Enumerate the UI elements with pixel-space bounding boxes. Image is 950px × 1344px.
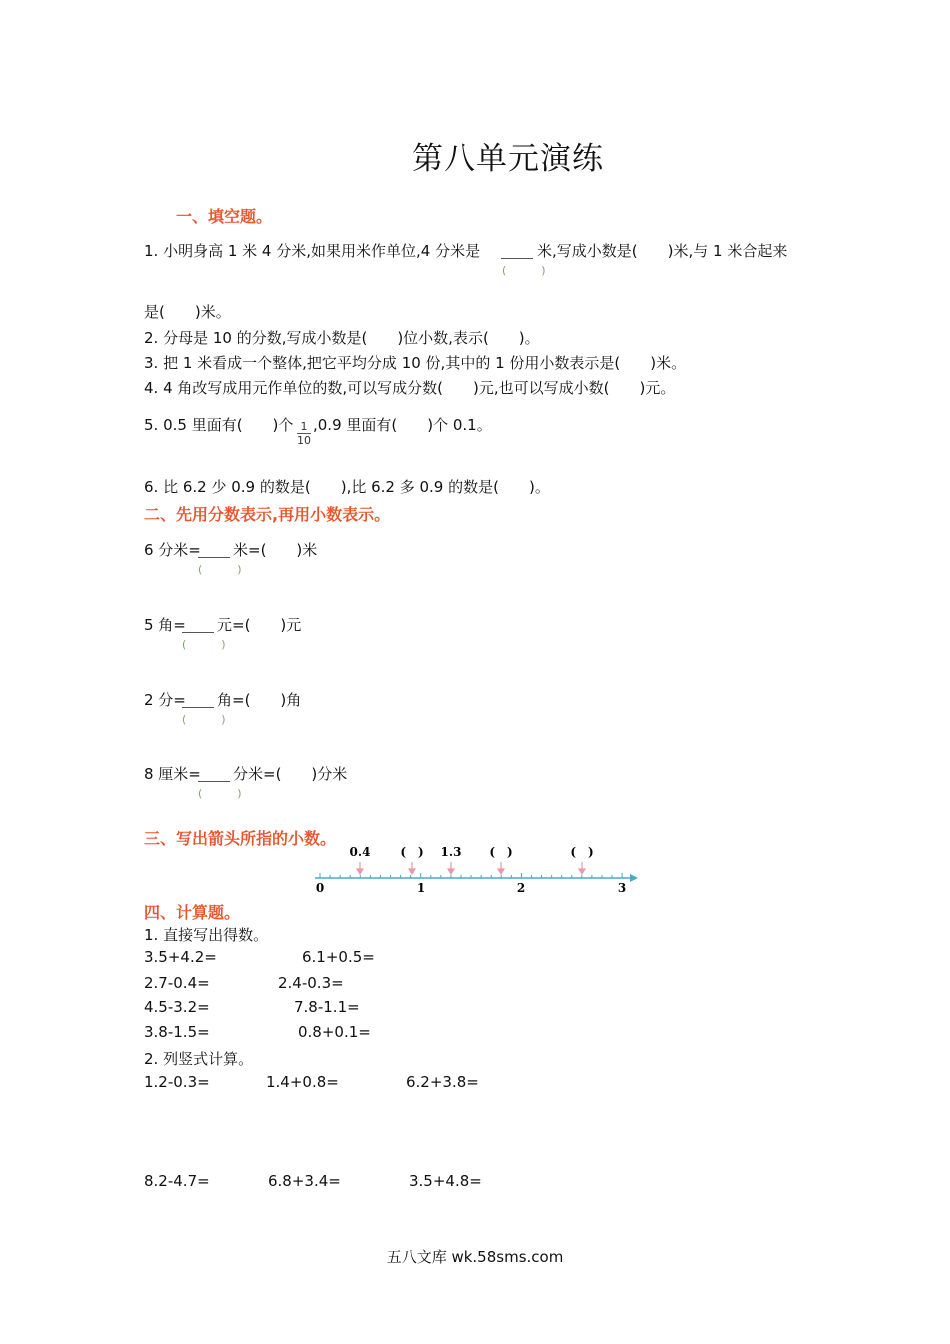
fraction-blank-denominator: ( ) <box>182 713 238 726</box>
page-title: 第八单元演练 <box>412 141 604 177</box>
vertical-problem: 6.8+3.4= <box>268 1172 341 1190</box>
conversion-item-left: 5 角= <box>144 616 186 634</box>
vertical-problem: 6.2+3.8= <box>406 1073 479 1091</box>
arrow-head <box>579 869 585 874</box>
section-heading-number-line: 三、写出箭头所指的小数。 <box>144 829 337 848</box>
question-1-part-a: 1. 小明身高 1 米 4 分米,如果用米作单位,4 分米是 <box>144 242 481 260</box>
fraction-numerator: 1 <box>297 420 311 434</box>
question-4: 4. 4 角改写成用元作单位的数,可以写成分数( )元,也可以写成小数( )元。 <box>144 379 676 397</box>
question-2: 2. 分母是 10 的分数,写成小数是( )位小数,表示( )。 <box>144 329 540 347</box>
conversion-item-right: 米=( )米 <box>233 541 318 559</box>
subsection-oral-calc: 1. 直接写出得数。 <box>144 926 269 944</box>
oral-problem: 2.7-0.4= <box>144 974 210 992</box>
oral-problem: 3.5+4.2= <box>144 948 217 966</box>
fraction-blank-numerator <box>198 541 230 558</box>
conversion-item-right: 分米=( )分米 <box>233 765 348 783</box>
vertical-problem: 8.2-4.7= <box>144 1172 210 1190</box>
fraction-blank-numerator <box>182 691 214 708</box>
fraction-denominator: 10 <box>297 434 311 447</box>
fraction-blank-denominator: ( ) <box>182 638 238 651</box>
question-5-part-b: ,0.9 里面有( )个 0.1。 <box>313 416 492 434</box>
oral-problem: 7.8-1.1= <box>294 998 360 1016</box>
arrow-label: ( ) <box>489 845 513 859</box>
axis-arrowhead <box>630 874 638 882</box>
fraction-blank-numerator <box>182 616 214 633</box>
section-heading-fraction-decimal: 二、先用分数表示,再用小数表示。 <box>144 505 391 524</box>
oral-problem: 0.8+0.1= <box>298 1023 371 1041</box>
fraction-blank-denominator: ( ) <box>502 264 558 277</box>
question-5-part-a: 5. 0.5 里面有( )个 <box>144 416 294 434</box>
footer-watermark: 五八文库 wk.58sms.com <box>386 1248 564 1266</box>
arrow-head <box>498 869 504 874</box>
arrow-label: ( ) <box>570 845 594 859</box>
vertical-problem: 1.4+0.8= <box>266 1073 339 1091</box>
fraction-blank-numerator <box>198 765 230 782</box>
arrow-label: 1.3 <box>440 845 462 859</box>
oral-problem: 2.4-0.3= <box>278 974 344 992</box>
conversion-item-left: 6 分米= <box>144 541 201 559</box>
oral-problem: 6.1+0.5= <box>302 948 375 966</box>
question-1-part-b: 米,写成小数是( )米,与 1 米合起来 <box>537 242 788 260</box>
subsection-vertical-calc: 2. 列竖式计算。 <box>144 1050 254 1068</box>
arrow-head <box>448 869 454 874</box>
question-1-part-c: 是( )米。 <box>144 303 231 321</box>
arrow-head <box>357 869 363 874</box>
conversion-item-right: 角=( )角 <box>217 691 302 709</box>
section-heading-fill-in: 一、填空题。 <box>176 207 273 226</box>
fraction-blank-denominator: ( ) <box>198 787 254 800</box>
question-6: 6. 比 6.2 少 0.9 的数是( ),比 6.2 多 0.9 的数是( )。 <box>144 478 550 496</box>
oral-problem: 4.5-3.2= <box>144 998 210 1016</box>
conversion-item-left: 2 分= <box>144 691 186 709</box>
oral-problem: 3.8-1.5= <box>144 1023 210 1041</box>
tick-label: 3 <box>617 881 627 895</box>
arrow-head <box>409 869 415 874</box>
fraction-one-tenth <box>297 420 311 447</box>
number-line-figure <box>310 840 645 898</box>
fraction-blank-numerator <box>501 242 533 259</box>
section-heading-calculation: 四、计算题。 <box>144 903 241 922</box>
tick-label: 0 <box>315 881 325 895</box>
arrow-label: 0.4 <box>349 845 371 859</box>
vertical-problem: 3.5+4.8= <box>409 1172 482 1190</box>
tick-label: 1 <box>416 881 426 895</box>
tick-label: 2 <box>516 881 526 895</box>
arrow-label: ( ) <box>400 845 424 859</box>
question-3: 3. 把 1 米看成一个整体,把它平均分成 10 份,其中的 1 份用小数表示是( )米。 <box>144 354 687 372</box>
conversion-item-left: 8 厘米= <box>144 765 201 783</box>
fraction-blank-denominator: ( ) <box>198 563 254 576</box>
conversion-item-right: 元=( )元 <box>217 616 302 634</box>
vertical-problem: 1.2-0.3= <box>144 1073 210 1091</box>
